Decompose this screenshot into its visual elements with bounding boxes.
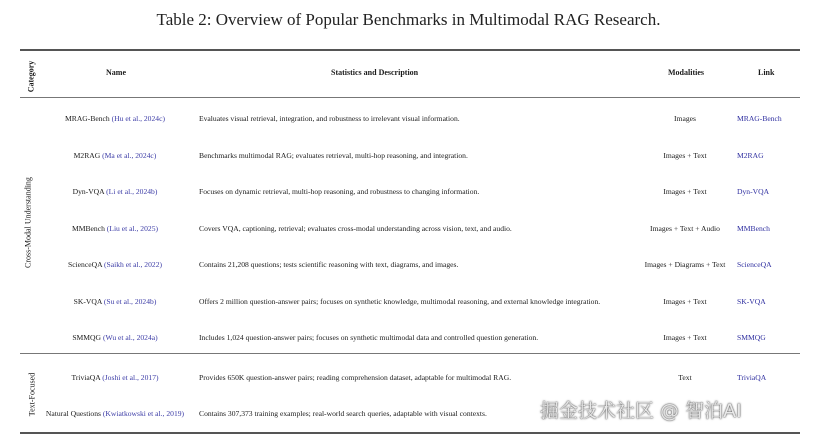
benchmark-name <box>74 294 157 310</box>
benchmark-name <box>46 406 184 422</box>
benchmark-description: Contains 307,373 training examples; real-world search queries, adaptable with visual contexts. <box>199 409 487 418</box>
benchmark-name <box>72 221 158 237</box>
benchmark-modalities: Images + Text <box>663 297 707 306</box>
table-row <box>0 184 817 200</box>
benchmark-title: Dyn-VQA <box>72 187 107 196</box>
benchmark-link[interactable]: MMBench <box>737 224 770 233</box>
table-caption: Table 2: Overview of Popular Benchmarks in Multimodal RAG Research. <box>156 10 661 29</box>
benchmark-title: M2RAG <box>73 151 103 160</box>
category-cross-modal: Cross-Modal Understanding <box>23 177 33 268</box>
citation-link[interactable]: (Liu et al., 2025) <box>106 224 159 233</box>
table-row <box>0 294 817 310</box>
citation-link[interactable]: (Wu et al., 2024a) <box>102 333 158 342</box>
benchmark-name <box>68 257 162 273</box>
table-row <box>0 257 817 273</box>
citation-link[interactable]: (Joshi et al., 2017) <box>102 373 159 382</box>
benchmark-modalities: Images + Text <box>663 151 707 160</box>
benchmark-name <box>74 148 157 164</box>
table-row <box>0 330 817 346</box>
citation-link[interactable]: (Ma et al., 2024c) <box>102 151 157 160</box>
benchmark-link[interactable]: ScienceQA <box>737 260 772 269</box>
benchmark-link[interactable]: TriviaQA <box>737 373 767 382</box>
category-text-focused: Text-Focused <box>27 372 37 417</box>
benchmark-description: Provides 650K question-answer pairs; reading comprehension dataset, adaptable for multimodal RAG. <box>199 373 512 382</box>
table-row <box>0 111 817 127</box>
benchmark-name <box>72 330 157 346</box>
header-rule <box>20 97 800 98</box>
benchmark-title: MRAG-Bench <box>65 114 112 123</box>
benchmark-title: ScienceQA <box>67 260 105 269</box>
table-row <box>0 221 817 237</box>
benchmark-description: Focuses on dynamic retrieval, multi-hop reasoning, and robustness to changing information. <box>199 187 480 196</box>
citation-link[interactable]: (Hu et al., 2024c) <box>111 114 165 123</box>
benchmark-name <box>65 111 165 127</box>
benchmark-modalities: Images + Diagrams + Text <box>644 260 726 269</box>
benchmark-description: Benchmarks multimodal RAG; evaluates retrieval, multi-hop reasoning, and integration. <box>199 151 468 160</box>
benchmark-title: SMMQG <box>72 333 103 342</box>
benchmark-link[interactable]: MRAG-Bench <box>737 114 782 123</box>
citation-link[interactable]: (Li et al., 2024b) <box>106 187 158 196</box>
header-category: Category <box>26 60 36 93</box>
benchmark-description: Covers VQA, captioning, retrieval; evaluates cross-modal understanding across vision, text, and audio. <box>199 224 512 233</box>
benchmark-title: SK-VQA <box>73 297 104 306</box>
benchmark-modalities: Text <box>678 373 692 382</box>
header-stats: Statistics and Description <box>331 68 419 77</box>
header-name: Name <box>106 68 126 77</box>
benchmark-link[interactable]: M2RAG <box>737 151 764 160</box>
benchmark-description: Includes 1,024 question-answer pairs; focuses on synthetic multimodal data and controlled question generation. <box>199 333 539 342</box>
benchmark-modalities: Images + Text <box>663 187 707 196</box>
citation-link[interactable]: (Kwiatkowski et al., 2019) <box>102 409 185 418</box>
top-rule <box>20 49 800 51</box>
benchmark-description: Contains 21,208 questions; tests scientific reasoning with text, diagrams, and images. <box>199 260 459 269</box>
citation-link[interactable]: (Su et al., 2024b) <box>103 297 157 306</box>
table-row <box>0 148 817 164</box>
benchmark-link[interactable]: SMMQG <box>737 333 766 342</box>
header-modalities: Modalities <box>668 68 704 77</box>
benchmark-modalities: Images + Text + Audio <box>650 224 720 233</box>
watermark: 掘金技术社区 @ 智泊AI <box>540 400 742 422</box>
table-row <box>0 370 817 386</box>
bottom-rule <box>20 432 800 434</box>
section-rule <box>20 353 800 354</box>
benchmark-modalities: Images <box>674 114 696 123</box>
benchmark-link[interactable]: SK-VQA <box>737 297 766 306</box>
benchmark-modalities: Images + Text <box>663 333 707 342</box>
benchmark-title: Natural Questions <box>45 409 103 418</box>
citation-link[interactable]: (Saikh et al., 2022) <box>104 260 163 269</box>
benchmark-description: Offers 2 million question-answer pairs; focuses on synthetic knowledge, multimodal reasoning, and external knowledge integration. <box>199 297 601 306</box>
benchmark-name <box>71 370 158 386</box>
benchmark-title: TriviaQA <box>71 373 103 382</box>
benchmark-name <box>73 184 158 200</box>
header-link: Link <box>758 68 775 77</box>
benchmark-link[interactable]: Dyn-VQA <box>737 187 770 196</box>
benchmark-title: MMBench <box>71 224 107 233</box>
benchmark-description: Evaluates visual retrieval, integration, and robustness to irrelevant visual information. <box>199 114 460 123</box>
